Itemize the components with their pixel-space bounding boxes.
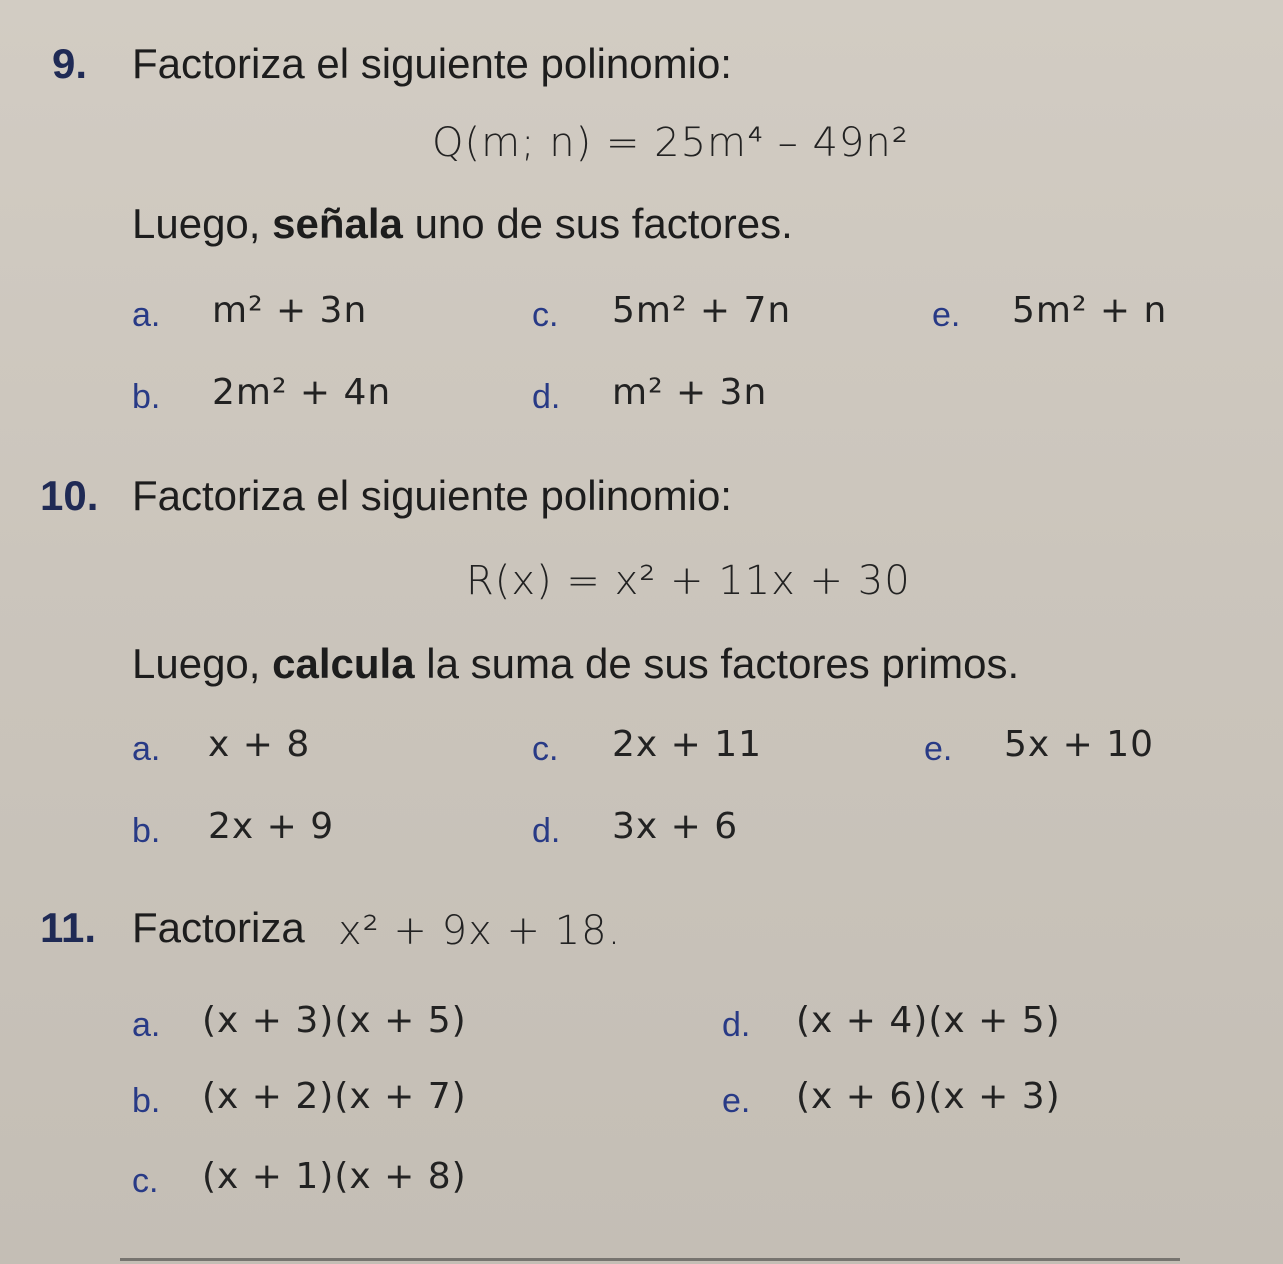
option-value[interactable]: (x + 1)(x + 8) bbox=[202, 1156, 467, 1197]
option-value[interactable]: (x + 6)(x + 3) bbox=[796, 1076, 1061, 1117]
option-letter[interactable]: c. bbox=[132, 1162, 159, 1200]
instruction-suffix: la suma de sus factores primos. bbox=[414, 640, 1020, 687]
option-letter[interactable]: e. bbox=[932, 296, 961, 334]
polynomial-equation: x² + 9x + 18. bbox=[338, 908, 622, 954]
option-value[interactable]: (x + 4)(x + 5) bbox=[796, 1000, 1061, 1041]
option-value[interactable]: 2x + 9 bbox=[208, 806, 335, 847]
polynomial-equation: R(x) = x² + 11x + 30 bbox=[466, 558, 911, 604]
instruction-prefix: Luego, bbox=[132, 640, 273, 687]
option-letter[interactable]: a. bbox=[132, 296, 161, 334]
option-value[interactable]: (x + 3)(x + 5) bbox=[202, 1000, 467, 1041]
option-value[interactable]: m² + 3n bbox=[212, 290, 368, 331]
option-letter[interactable]: a. bbox=[132, 1006, 161, 1044]
page-edge-line bbox=[120, 1258, 1180, 1261]
option-letter[interactable]: e. bbox=[924, 730, 953, 768]
instruction-verb: señala bbox=[272, 200, 403, 247]
question-number: 10. bbox=[40, 472, 99, 519]
question-number: 11. bbox=[40, 904, 97, 951]
polynomial-equation: Q(m; n) = 25m⁴ – 49n² bbox=[432, 120, 909, 166]
option-letter[interactable]: b. bbox=[132, 1082, 161, 1120]
instruction-prefix: Luego, bbox=[132, 200, 273, 247]
option-value[interactable]: 2m² + 4n bbox=[212, 372, 392, 413]
option-value[interactable]: 5x + 10 bbox=[1004, 724, 1155, 765]
option-value[interactable]: x + 8 bbox=[208, 724, 311, 765]
option-letter[interactable]: b. bbox=[132, 812, 161, 850]
option-value[interactable]: 3x + 6 bbox=[612, 806, 739, 847]
instruction-verb: calcula bbox=[272, 640, 415, 687]
option-value[interactable]: 2x + 11 bbox=[612, 724, 763, 765]
option-value[interactable]: (x + 2)(x + 7) bbox=[202, 1076, 467, 1117]
option-letter[interactable]: d. bbox=[722, 1006, 751, 1044]
question-instruction bbox=[132, 640, 1019, 688]
question-title: Factoriza el siguiente polinomio: bbox=[132, 40, 732, 87]
question-title: Factoriza bbox=[132, 904, 305, 951]
option-letter[interactable]: c. bbox=[532, 730, 559, 768]
question-title: Factoriza el siguiente polinomio: bbox=[132, 472, 732, 519]
option-letter[interactable]: c. bbox=[532, 296, 559, 334]
option-letter[interactable]: d. bbox=[532, 812, 561, 850]
option-letter[interactable]: e. bbox=[722, 1082, 751, 1120]
option-value[interactable]: 5m² + 7n bbox=[612, 290, 792, 331]
option-letter[interactable]: d. bbox=[532, 378, 561, 416]
option-value[interactable]: 5m² + n bbox=[1012, 290, 1168, 331]
option-value[interactable]: m² + 3n bbox=[612, 372, 768, 413]
question-number: 9. bbox=[52, 40, 88, 87]
option-letter[interactable]: a. bbox=[132, 730, 161, 768]
instruction-suffix: uno de sus factores. bbox=[402, 200, 793, 247]
option-letter[interactable]: b. bbox=[132, 378, 161, 416]
question-instruction bbox=[132, 200, 793, 248]
